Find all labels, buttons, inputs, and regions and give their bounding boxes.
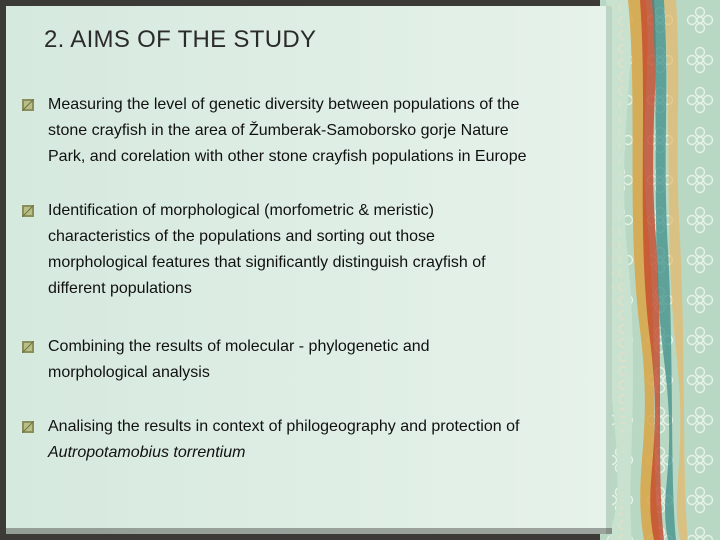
bullet-item: [48, 414, 600, 466]
species-name: Autropotamobius torrentium: [48, 444, 246, 461]
bullet-text-line: morphological features that significantly distinguish crayfish of: [48, 254, 486, 271]
bullet-item: [48, 334, 600, 386]
bullet-text-line: Park, and corelation with other stone crayfish populations in Europe: [48, 148, 527, 165]
bullet-text-line: Measuring the level of genetic diversity between populations of the: [48, 96, 520, 113]
bullet-text-line: different populations: [48, 280, 192, 297]
bullet-marker-icon: [22, 421, 34, 433]
bullet-text-line: morphological analysis: [48, 364, 210, 381]
bullet-marker-icon: [22, 99, 34, 111]
slide-title: 2. AIMS OF THE STUDY: [44, 26, 317, 53]
bullet-marker-icon: [22, 205, 34, 217]
bullet-text-line: Analising the results in context of philogeography and protection of: [48, 418, 520, 435]
bullet-item: [48, 198, 600, 302]
bullet-text-line: Combining the results of molecular - phylogenetic and: [48, 338, 430, 355]
bullet-text-line: Identification of morphological (morfometric & meristic): [48, 202, 434, 219]
bullet-text-line: stone crayfish in the area of Žumberak-Samoborsko gorje Nature: [48, 122, 509, 139]
bullet-item: [48, 92, 600, 170]
bullet-text-line: characteristics of the populations and sorting out those: [48, 228, 435, 245]
bullet-marker-icon: [22, 341, 34, 353]
